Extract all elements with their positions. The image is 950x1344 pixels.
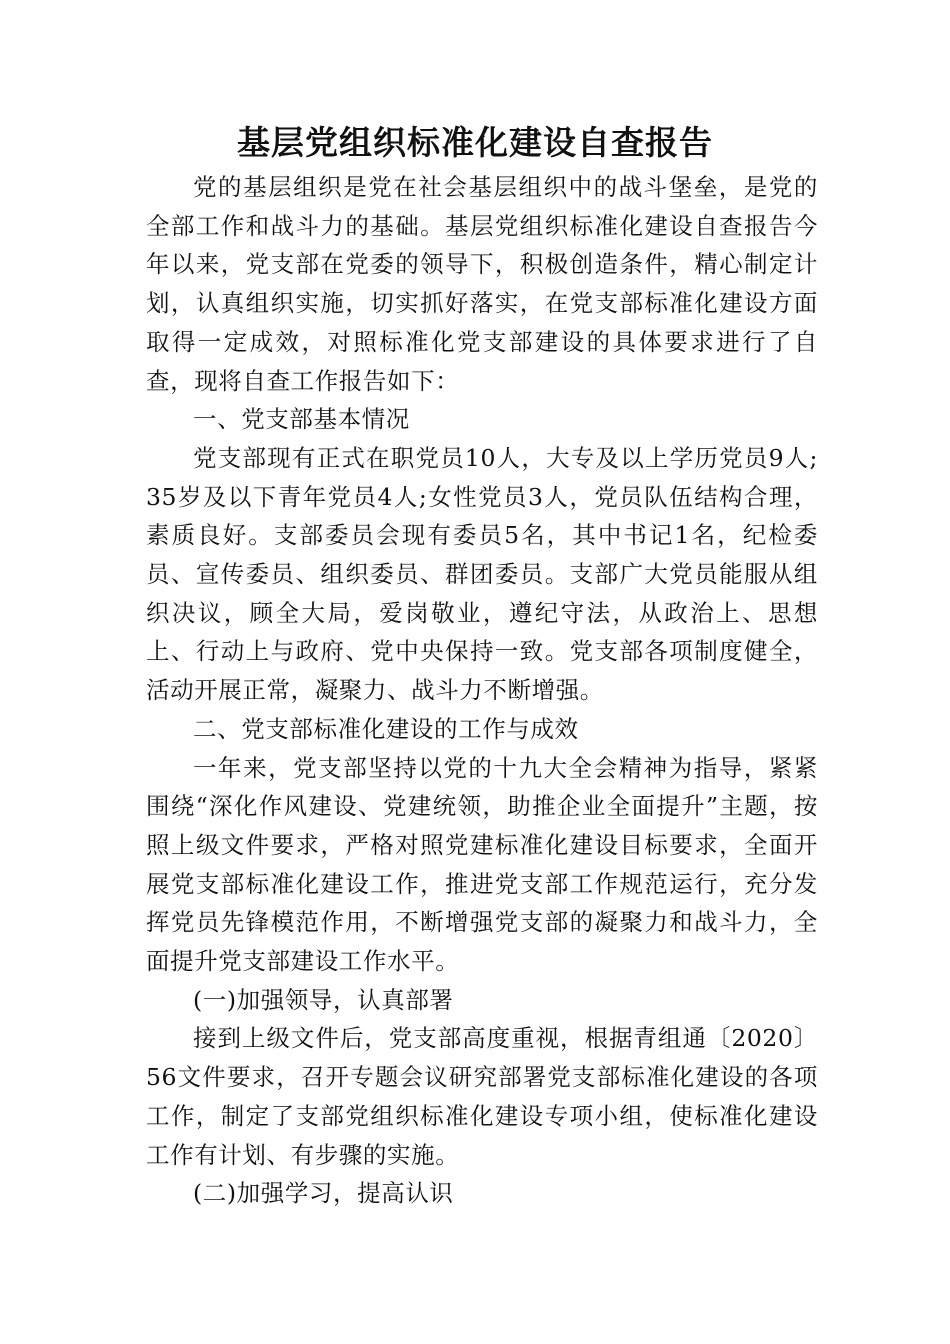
paragraph-work-results: 一年来，党支部坚持以党的十九大全会精神为指导，紧紧围绕“深化作风建设、党建统领，助推企业全面提升”主题，按照上级文件要求，严格对照党建标准化建设目标要求，全面开展党支部标准化建设工作，推进党支部工作规范运行，充分发挥党员先锋模范作用，不断增强党支部的凝聚力和战斗力，全面提升党支部建设工作水平。 [146, 753, 818, 976]
subsection-heading-2: (二)加强学习，提高认识 [193, 1179, 454, 1208]
section-heading-2: 二、党支部标准化建设的工作与成效 [193, 714, 579, 743]
paragraph-leadership: 接到上级文件后，党支部高度重视，根据青组通〔2020〕56文件要求，召开专题会议研究部署党支部标准化建设的各项工作，制定了支部党组织标准化建设专项小组，使标准化建设工作有计划、有步骤的实施。 [146, 1024, 818, 1169]
document-title: 基层党组织标准化建设自查报告 [237, 123, 713, 162]
section-heading-1: 一、党支部基本情况 [193, 405, 410, 434]
paragraph-intro: 党的基层组织是党在社会基层组织中的战斗堡垒，是党的全部工作和战斗力的基础。基层党组织标准化建设自查报告今年以来，党支部在党委的领导下，积极创造条件，精心制定计划，认真组织实施，切实抓好落实，在党支部标准化建设方面取得一定成效，对照标准化党支部建设的具体要求进行了自查，现将自查工作报告如下： [146, 173, 818, 395]
paragraph-basic-situation: 党支部现有正式在职党员10人，大专及以上学历党员9人;35岁及以下青年党员4人;女性党员3人，党员队伍结构合理，素质良好。支部委员会现有委员5名，其中书记1名，纪检委员、宣传委员、组织委员、群团委员。支部广大党员能服从组织决议，顾全大局，爱岗敬业，遵纪守法，从政治上、思想上、行动上与政府、党中央保持一致。党支部各项制度健全，活动开展正常，凝聚力、战斗力不断增强。 [146, 443, 818, 705]
document-body [146, 168, 818, 1213]
subsection-heading-1: (一)加强领导，认真部署 [193, 985, 454, 1014]
